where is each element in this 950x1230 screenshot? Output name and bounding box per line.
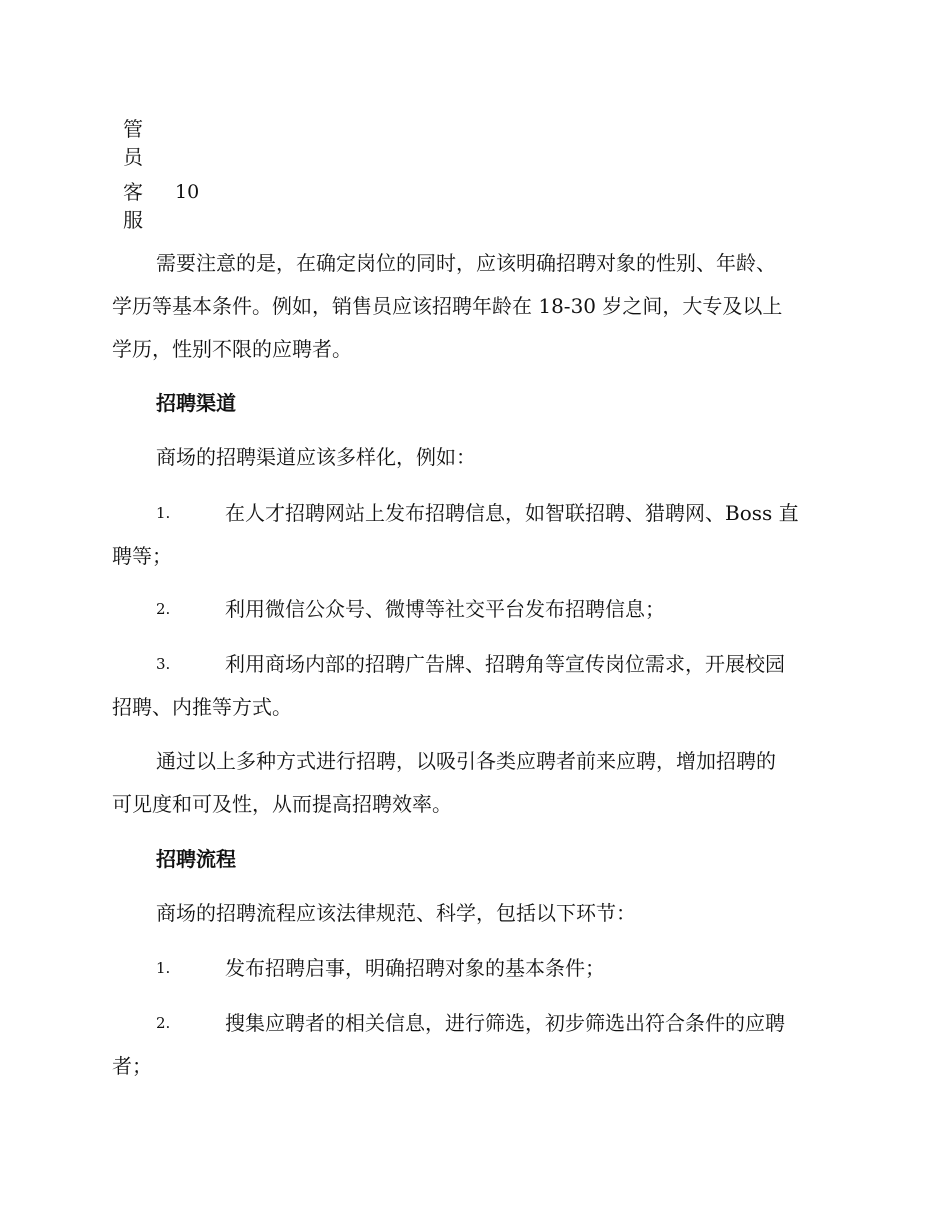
table-cell-value: 10 [175,181,200,203]
list-item [112,588,838,631]
paragraph-process-intro [112,892,838,935]
paragraph-line: 学历，性别不限的应聘者。 [112,337,352,361]
list-item-number: 3. [156,655,171,673]
list-item-text: 者； [112,1054,152,1078]
paragraph-line: 商场的招聘渠道应该多样化，例如： [156,445,476,469]
paragraph-line: 通过以上多种方式进行招聘，以吸引各类应聘者前来应聘，增加招聘的 [156,749,776,773]
paragraph-line: 可见度和可及性，从而提高招聘效率。 [112,792,452,816]
list-item-text: 搜集应聘者的相关信息，进行筛选，初步筛选出符合条件的应聘 [225,1011,785,1035]
section-heading-channels: 招聘渠道 [156,391,236,415]
table-cell-char: 管 [123,117,143,141]
paragraph-line: 商场的招聘流程应该法律规范、科学，包括以下环节： [156,901,636,925]
list-item [112,492,838,578]
paragraph-channels-summary [112,740,838,826]
table-cell-char: 客 [123,180,143,204]
list-item [112,1002,838,1088]
list-item-text: 招聘、内推等方式。 [112,695,292,719]
list-item-number: 2. [156,1014,171,1032]
list-item-text: 在人才招聘网站上发布招聘信息，如智联招聘、猎聘网、Boss 直 [225,501,799,525]
list-item [112,643,838,729]
list-item-text: 发布招聘启事，明确招聘对象的基本条件； [225,956,605,980]
paragraph-line: 需要注意的是，在确定岗位的同时，应该明确招聘对象的性别、年龄、 [156,251,776,275]
list-item-number: 1. [156,959,171,977]
list-item-number: 1. [156,504,171,522]
list-item [112,947,838,990]
list-item-text: 聘等； [112,544,172,568]
table-cell-char: 服 [123,208,143,232]
paragraph-channels-intro [112,436,838,479]
list-item-text: 利用微信公众号、微博等社交平台发布招聘信息； [225,597,665,621]
list-item-text: 利用商场内部的招聘广告牌、招聘角等宣传岗位需求，开展校园 [225,652,785,676]
paragraph-line: 学历等基本条件。例如，销售员应该招聘年龄在 18-30 岁之间，大专及以上 [112,294,783,318]
section-heading-process: 招聘流程 [156,847,236,871]
table-cell-char: 员 [123,145,143,169]
list-item-number: 2. [156,600,171,618]
paragraph-requirements [112,242,838,371]
